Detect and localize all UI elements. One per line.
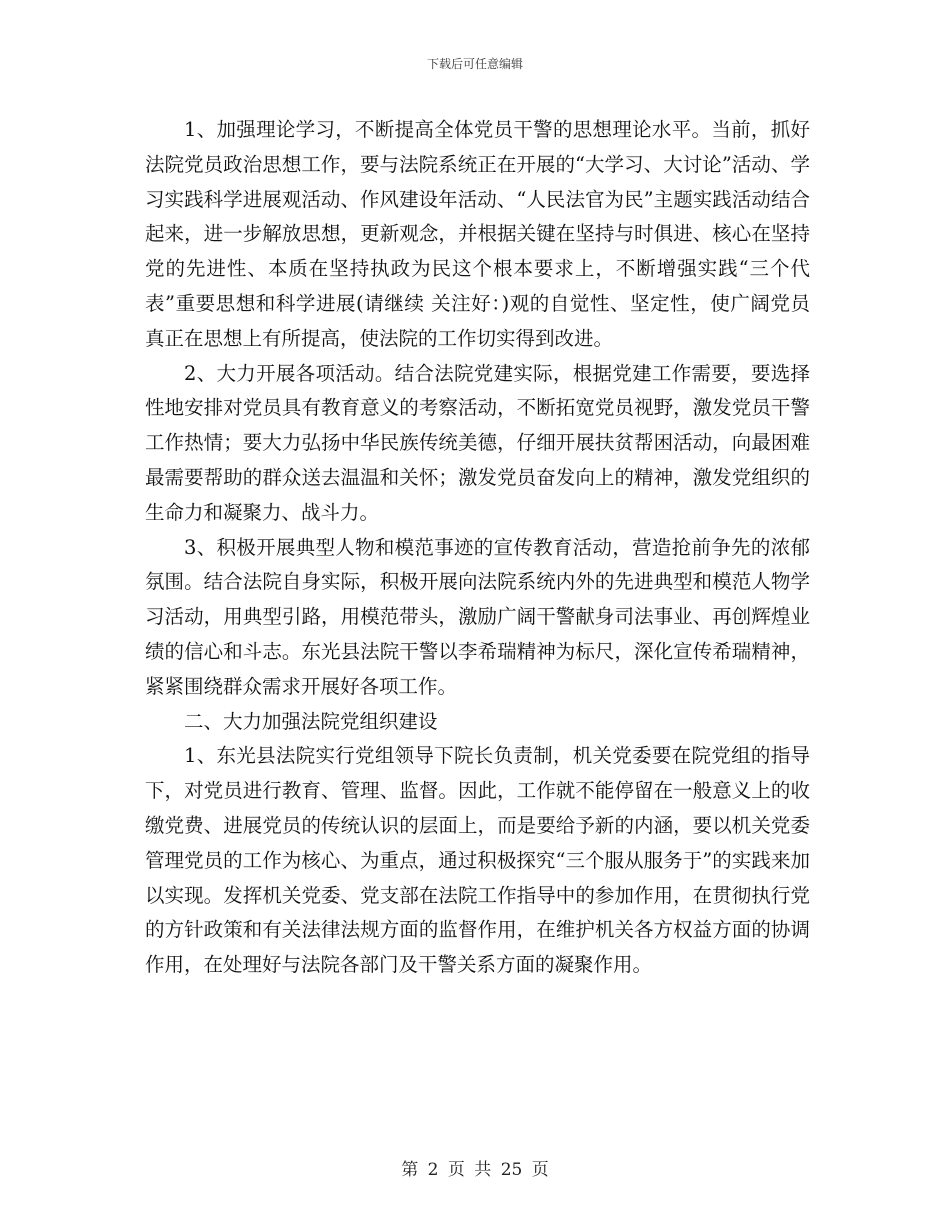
paragraph-party-organization: 1、东光县法院实行党组领导下院长负责制，机关党委要在院党组的指导下，对党员进行教育、管理、监督。因此，工作就不能停留在一般意义上的收缴党费、进展党员的传统认识的层面上，而是要给予新的内涵，要以机关党委管理党员的工作为核心、为重点，通过积极探究“三个服从服务于”的实践来加以实现。发挥机关党委、党支部在法院工作指导中的参加作用，在贯彻执行党的方针政策和有关法律法规方面的监督作用，在维护机关各方权益方面的协调作用，在处理好与法院各部门及干警关系方面的凝聚作用。 <box>145 744 810 977</box>
paragraph-activities: 2、大力开展各项活动。结合法院党建实际，根据党建工作需要，要选择性地安排对党员具有教育意义的考察活动，不断拓宽党员视野，激发党员干警工作热情；要大力弘扬中华民族传统美德，仔细开展扶贫帮困活动，向最困难最需要帮助的群众送去温温和关怀；激发党员奋发向上的精神，激发党组织的生命力和凝聚力、战斗力。 <box>145 361 810 524</box>
section-heading: 二、大力加强法院党组织建设 <box>184 709 438 733</box>
page-header: 下载后可任意编辑 <box>426 57 523 71</box>
document-body <box>145 113 810 983</box>
paragraph-theory-study: 1、加强理论学习，不断提高全体党员干警的思想理论水平。当前，抓好法院党员政治思想工作，要与法院系统正在开展的“大学习、大讨论”活动、学习实践科学进展观活动、作风建设年活动、“人民法官为民”主题实践活动结合起来，进一步解放思想，更新观念，并根据关键在坚持与时俱进、核心在坚持党的先进性、本质在坚持执政为民这个根本要求上，不断增强实践“三个代表”重要思想和科学进展(请继续 关注好：)观的自觉性、坚定性，使广阔党员真正在思想上有所提高，使法院的工作切实得到改进。 <box>145 118 810 350</box>
page-number: 第 2 页 共 25 页 <box>401 1160 549 1180</box>
paragraph-model-publicity: 3、积极开展典型人物和模范事迹的宣传教育活动，营造抢前争先的浓郁氛围。结合法院自身实际，积极开展向法院系统内外的先进典型和模范人物学习活动，用典型引路，用模范带头，激励广阔干警献身司法事业、再创辉煌业绩的信心和斗志。东光县法院干警以李希瑞精神为标尺，深化宣传希瑞精神，紧紧围绕群众需求开展好各项工作。 <box>145 535 810 698</box>
